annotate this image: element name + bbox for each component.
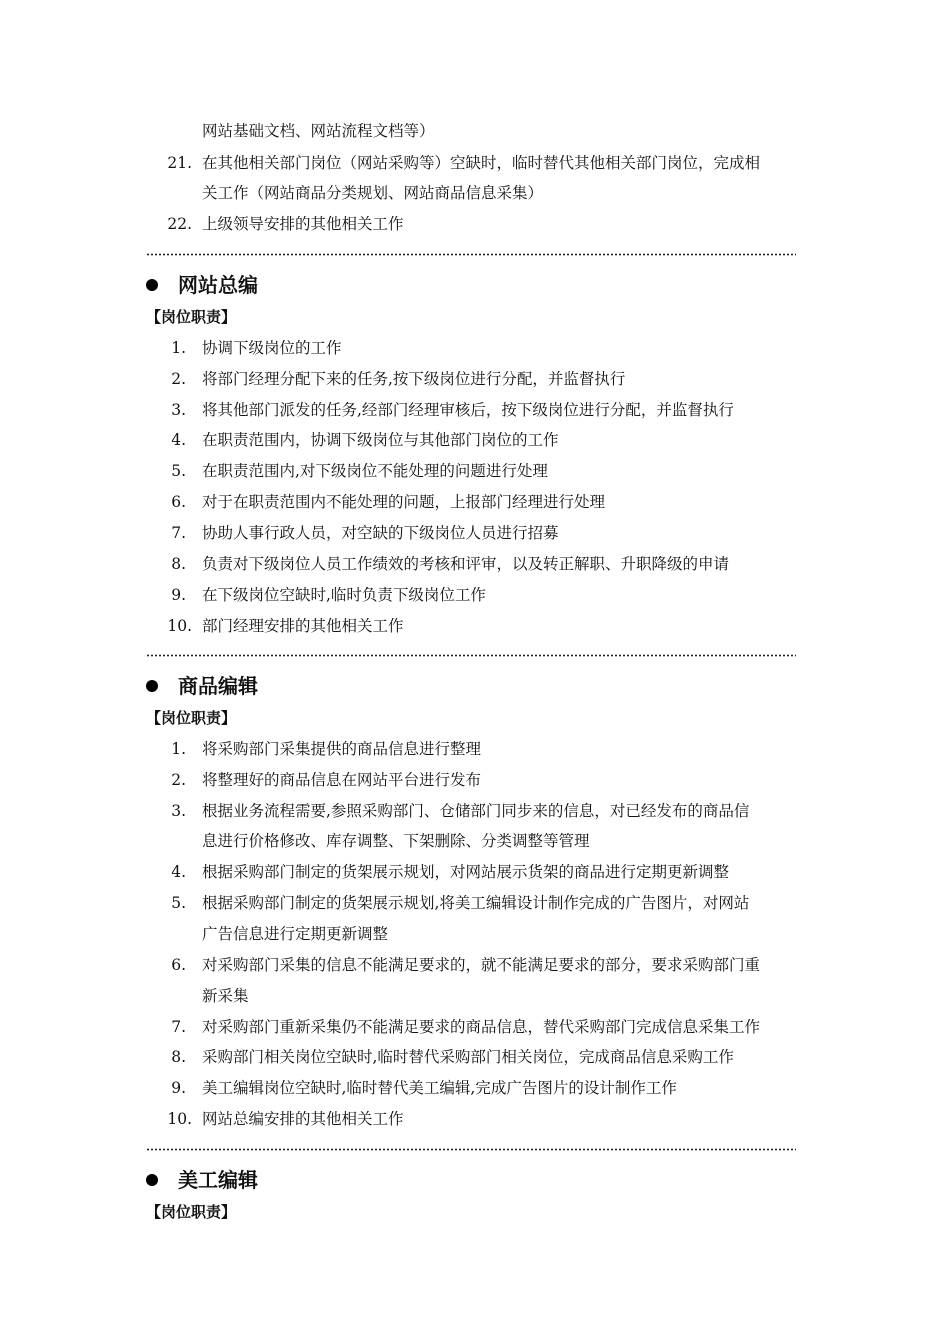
list-item-number: 10. <box>167 617 192 635</box>
list-item-text: 关工作（网站商品分类规划、网站商品信息采集） <box>202 184 544 202</box>
list-item-number: 5. <box>171 462 186 480</box>
list-item-text: 对采购部门重新采集仍不能满足要求的商品信息，替代采购部门完成信息采集工作 <box>202 1018 761 1036</box>
list-item-number: 7. <box>171 524 186 542</box>
section-heading <box>146 272 258 298</box>
list-item-text: 在下级岗位空缺时,临时负责下级岗位工作 <box>202 586 486 604</box>
list-item-text: 在其他相关部门岗位（网站采购等）空缺时，临时替代其他相关部门岗位，完成相 <box>202 154 761 172</box>
list-item-text: 新采集 <box>202 987 249 1005</box>
section-title: 网站总编 <box>178 273 258 297</box>
section-heading <box>146 1167 258 1193</box>
list-item-text: 根据采购部门制定的货架展示规划,将美工编辑设计制作完成的广告图片，对网站 <box>202 894 750 912</box>
list-item-number: 6. <box>171 956 186 974</box>
list-item-number: 2. <box>171 370 186 388</box>
list-item-number: 9. <box>171 1079 186 1097</box>
list-item-number: 2. <box>171 771 186 789</box>
list-item-number: 1. <box>171 740 186 758</box>
list-item-number: 4. <box>171 431 186 449</box>
bullet-icon <box>146 680 158 692</box>
section-title: 商品编辑 <box>178 674 258 698</box>
list-item-number: 3. <box>171 401 186 419</box>
list-item-text: 美工编辑岗位空缺时,临时替代美工编辑,完成广告图片的设计制作工作 <box>202 1079 677 1097</box>
list-item-number: 1. <box>171 339 186 357</box>
bullet-icon <box>146 279 158 291</box>
list-item-number: 4. <box>171 863 186 881</box>
list-item-text: 息进行价格修改、库存调整、下架删除、分类调整等管理 <box>202 832 590 850</box>
bullet-icon <box>146 1174 158 1186</box>
list-item-text: 根据采购部门制定的货架展示规划，对网站展示货架的商品进行定期更新调整 <box>202 863 730 881</box>
list-item-text: 对采购部门采集的信息不能满足要求的，就不能满足要求的部分，要求采购部门重 <box>202 956 761 974</box>
list-item-number: 10. <box>167 1110 192 1128</box>
section-tag: 【岗位职责】 <box>146 709 237 727</box>
list-item-number: 8. <box>171 1048 186 1066</box>
section-title: 美工编辑 <box>178 1168 258 1192</box>
list-item-text: 将采购部门采集提供的商品信息进行整理 <box>202 740 482 758</box>
list-item-text: 将其他部门派发的任务,经部门经理审核后，按下级岗位进行分配，并监督执行 <box>202 401 734 419</box>
section-tag: 【岗位职责】 <box>146 1203 237 1221</box>
list-item-number: 7. <box>171 1018 186 1036</box>
list-item-text: 广告信息进行定期更新调整 <box>202 925 389 943</box>
dotted-divider <box>146 1148 796 1151</box>
section-heading <box>146 673 258 699</box>
list-item-number: 21. <box>167 154 192 172</box>
list-item-text: 在职责范围内,对下级岗位不能处理的问题进行处理 <box>202 462 548 480</box>
list-item-number: 9. <box>171 586 186 604</box>
list-item-text: 在职责范围内，协调下级岗位与其他部门岗位的工作 <box>202 431 559 449</box>
section-tag: 【岗位职责】 <box>146 308 237 326</box>
list-item-text: 将部门经理分配下来的任务,按下级岗位进行分配，并监督执行 <box>202 370 626 388</box>
list-item-text: 采购部门相关岗位空缺时,临时替代采购部门相关岗位，完成商品信息采购工作 <box>202 1048 734 1066</box>
list-item-text: 对于在职责范围内不能处理的问题，上报部门经理进行处理 <box>202 493 606 511</box>
list-item-text: 协调下级岗位的工作 <box>202 339 342 357</box>
list-item-number: 5. <box>171 894 186 912</box>
list-item-text: 将整理好的商品信息在网站平台进行发布 <box>202 771 482 789</box>
intro-continuation-line: 网站基础文档、网站流程文档等） <box>202 122 435 140</box>
list-item-text: 根据业务流程需要,参照采购部门、仓储部门同步来的信息，对已经发布的商品信 <box>202 802 750 820</box>
list-item-text: 部门经理安排的其他相关工作 <box>202 617 404 635</box>
list-item-number: 3. <box>171 802 186 820</box>
list-item-number: 6. <box>171 493 186 511</box>
list-item-number: 8. <box>171 555 186 573</box>
list-item-text: 协助人事行政人员，对空缺的下级岗位人员进行招募 <box>202 524 559 542</box>
dotted-divider <box>146 654 796 657</box>
list-item-text: 负责对下级岗位人员工作绩效的考核和评审，以及转正解职、升职降级的申请 <box>202 555 730 573</box>
list-item-text: 上级领导安排的其他相关工作 <box>202 215 404 233</box>
list-item-text: 网站总编安排的其他相关工作 <box>202 1110 404 1128</box>
list-item-number: 22. <box>167 215 192 233</box>
dotted-divider <box>146 253 796 256</box>
